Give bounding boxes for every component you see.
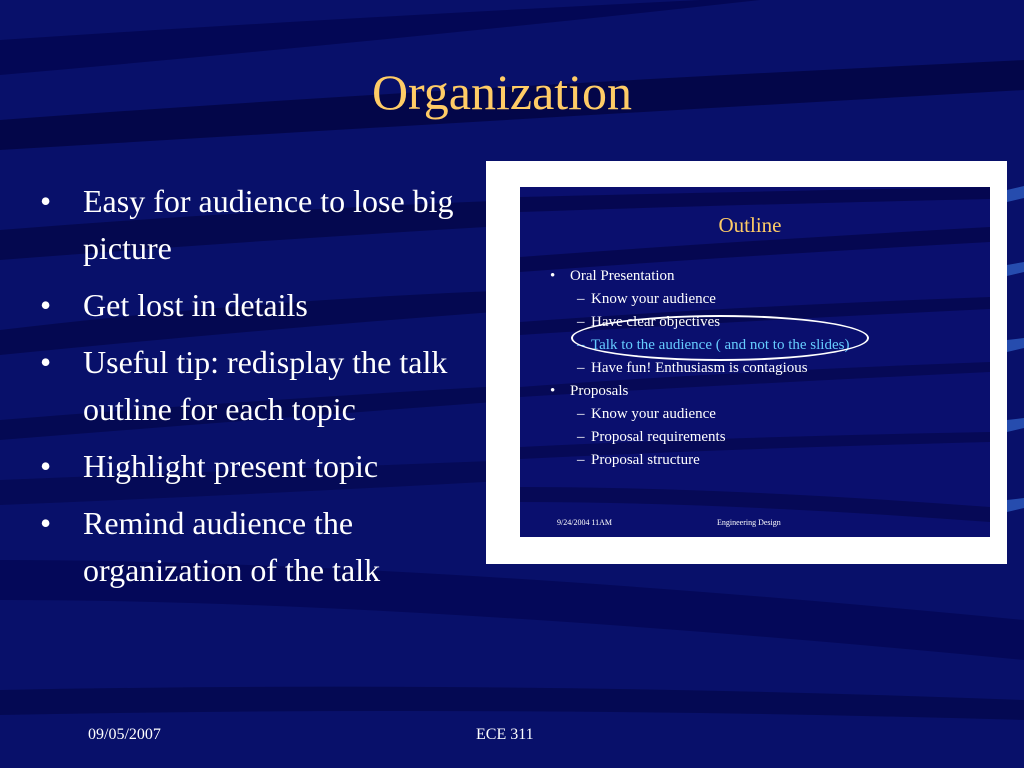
thumbnail-title xyxy=(520,212,980,238)
outline-text: Proposal structure xyxy=(591,452,700,468)
outline-text: Know your audience xyxy=(591,406,716,422)
bullet-text: Easy for audience to lose big picture xyxy=(83,183,454,266)
outline-text: Proposals xyxy=(570,383,629,399)
outline-text: Have fun! Enthusiasm is contagious xyxy=(591,360,808,376)
bullet-list xyxy=(40,178,490,604)
outline-text: Have clear objectives xyxy=(591,314,721,330)
bullet-text: Get lost in details xyxy=(83,287,308,323)
outline-marker: • xyxy=(550,383,556,399)
outline-marker: – xyxy=(577,452,585,468)
bullet-item xyxy=(40,443,490,490)
thumbnail-outline-list xyxy=(550,265,980,472)
bullet-item xyxy=(40,339,490,433)
outline-text: Know your audience xyxy=(591,291,716,307)
outline-text: Proposal requirements xyxy=(591,429,726,445)
bullet-text: Useful tip: redisplay the talk outline for each topic xyxy=(83,344,448,427)
outline-marker: • xyxy=(550,268,556,284)
bullet-item xyxy=(40,178,490,272)
bullet-marker: • xyxy=(40,287,52,323)
bullet-marker: • xyxy=(40,344,52,380)
outline-marker: – xyxy=(577,337,585,353)
thumbnail-footer-date: 9/24/2004 11AM xyxy=(557,518,613,527)
footer-course: ECE 311 xyxy=(476,726,534,743)
bullet-text: Highlight present topic xyxy=(83,448,379,484)
bullet-item xyxy=(40,500,490,594)
outline-subtopic xyxy=(550,426,980,449)
outline-topic xyxy=(550,265,980,288)
outline-text: Oral Presentation xyxy=(570,268,675,284)
bullet-marker: • xyxy=(40,448,52,484)
slide-title: Organization xyxy=(371,64,633,120)
outline-subtopic xyxy=(550,449,980,472)
bullet-marker: • xyxy=(40,183,52,219)
thumbnail-title-text: Outline xyxy=(718,213,782,237)
bullet-marker: • xyxy=(40,505,52,541)
outline-subtopic xyxy=(550,403,980,426)
thumbnail-footer-course: Engineering Design xyxy=(717,518,781,527)
outline-marker: – xyxy=(577,291,585,307)
outline-slide-thumbnail xyxy=(520,187,990,537)
bullet-item xyxy=(40,282,490,329)
highlight-oval xyxy=(571,315,869,361)
outline-subtopic xyxy=(550,357,980,380)
outline-marker: – xyxy=(577,314,585,330)
outline-marker: – xyxy=(577,360,585,376)
footer-date: 09/05/2007 xyxy=(88,726,161,743)
outline-marker: – xyxy=(577,429,585,445)
outline-subtopic xyxy=(550,288,980,311)
outline-marker: – xyxy=(577,406,585,422)
outline-topic xyxy=(550,380,980,403)
outline-text: Talk to the audience ( and not to the slides) xyxy=(591,337,850,353)
bullet-text: Remind audience the organization of the talk xyxy=(83,505,381,588)
